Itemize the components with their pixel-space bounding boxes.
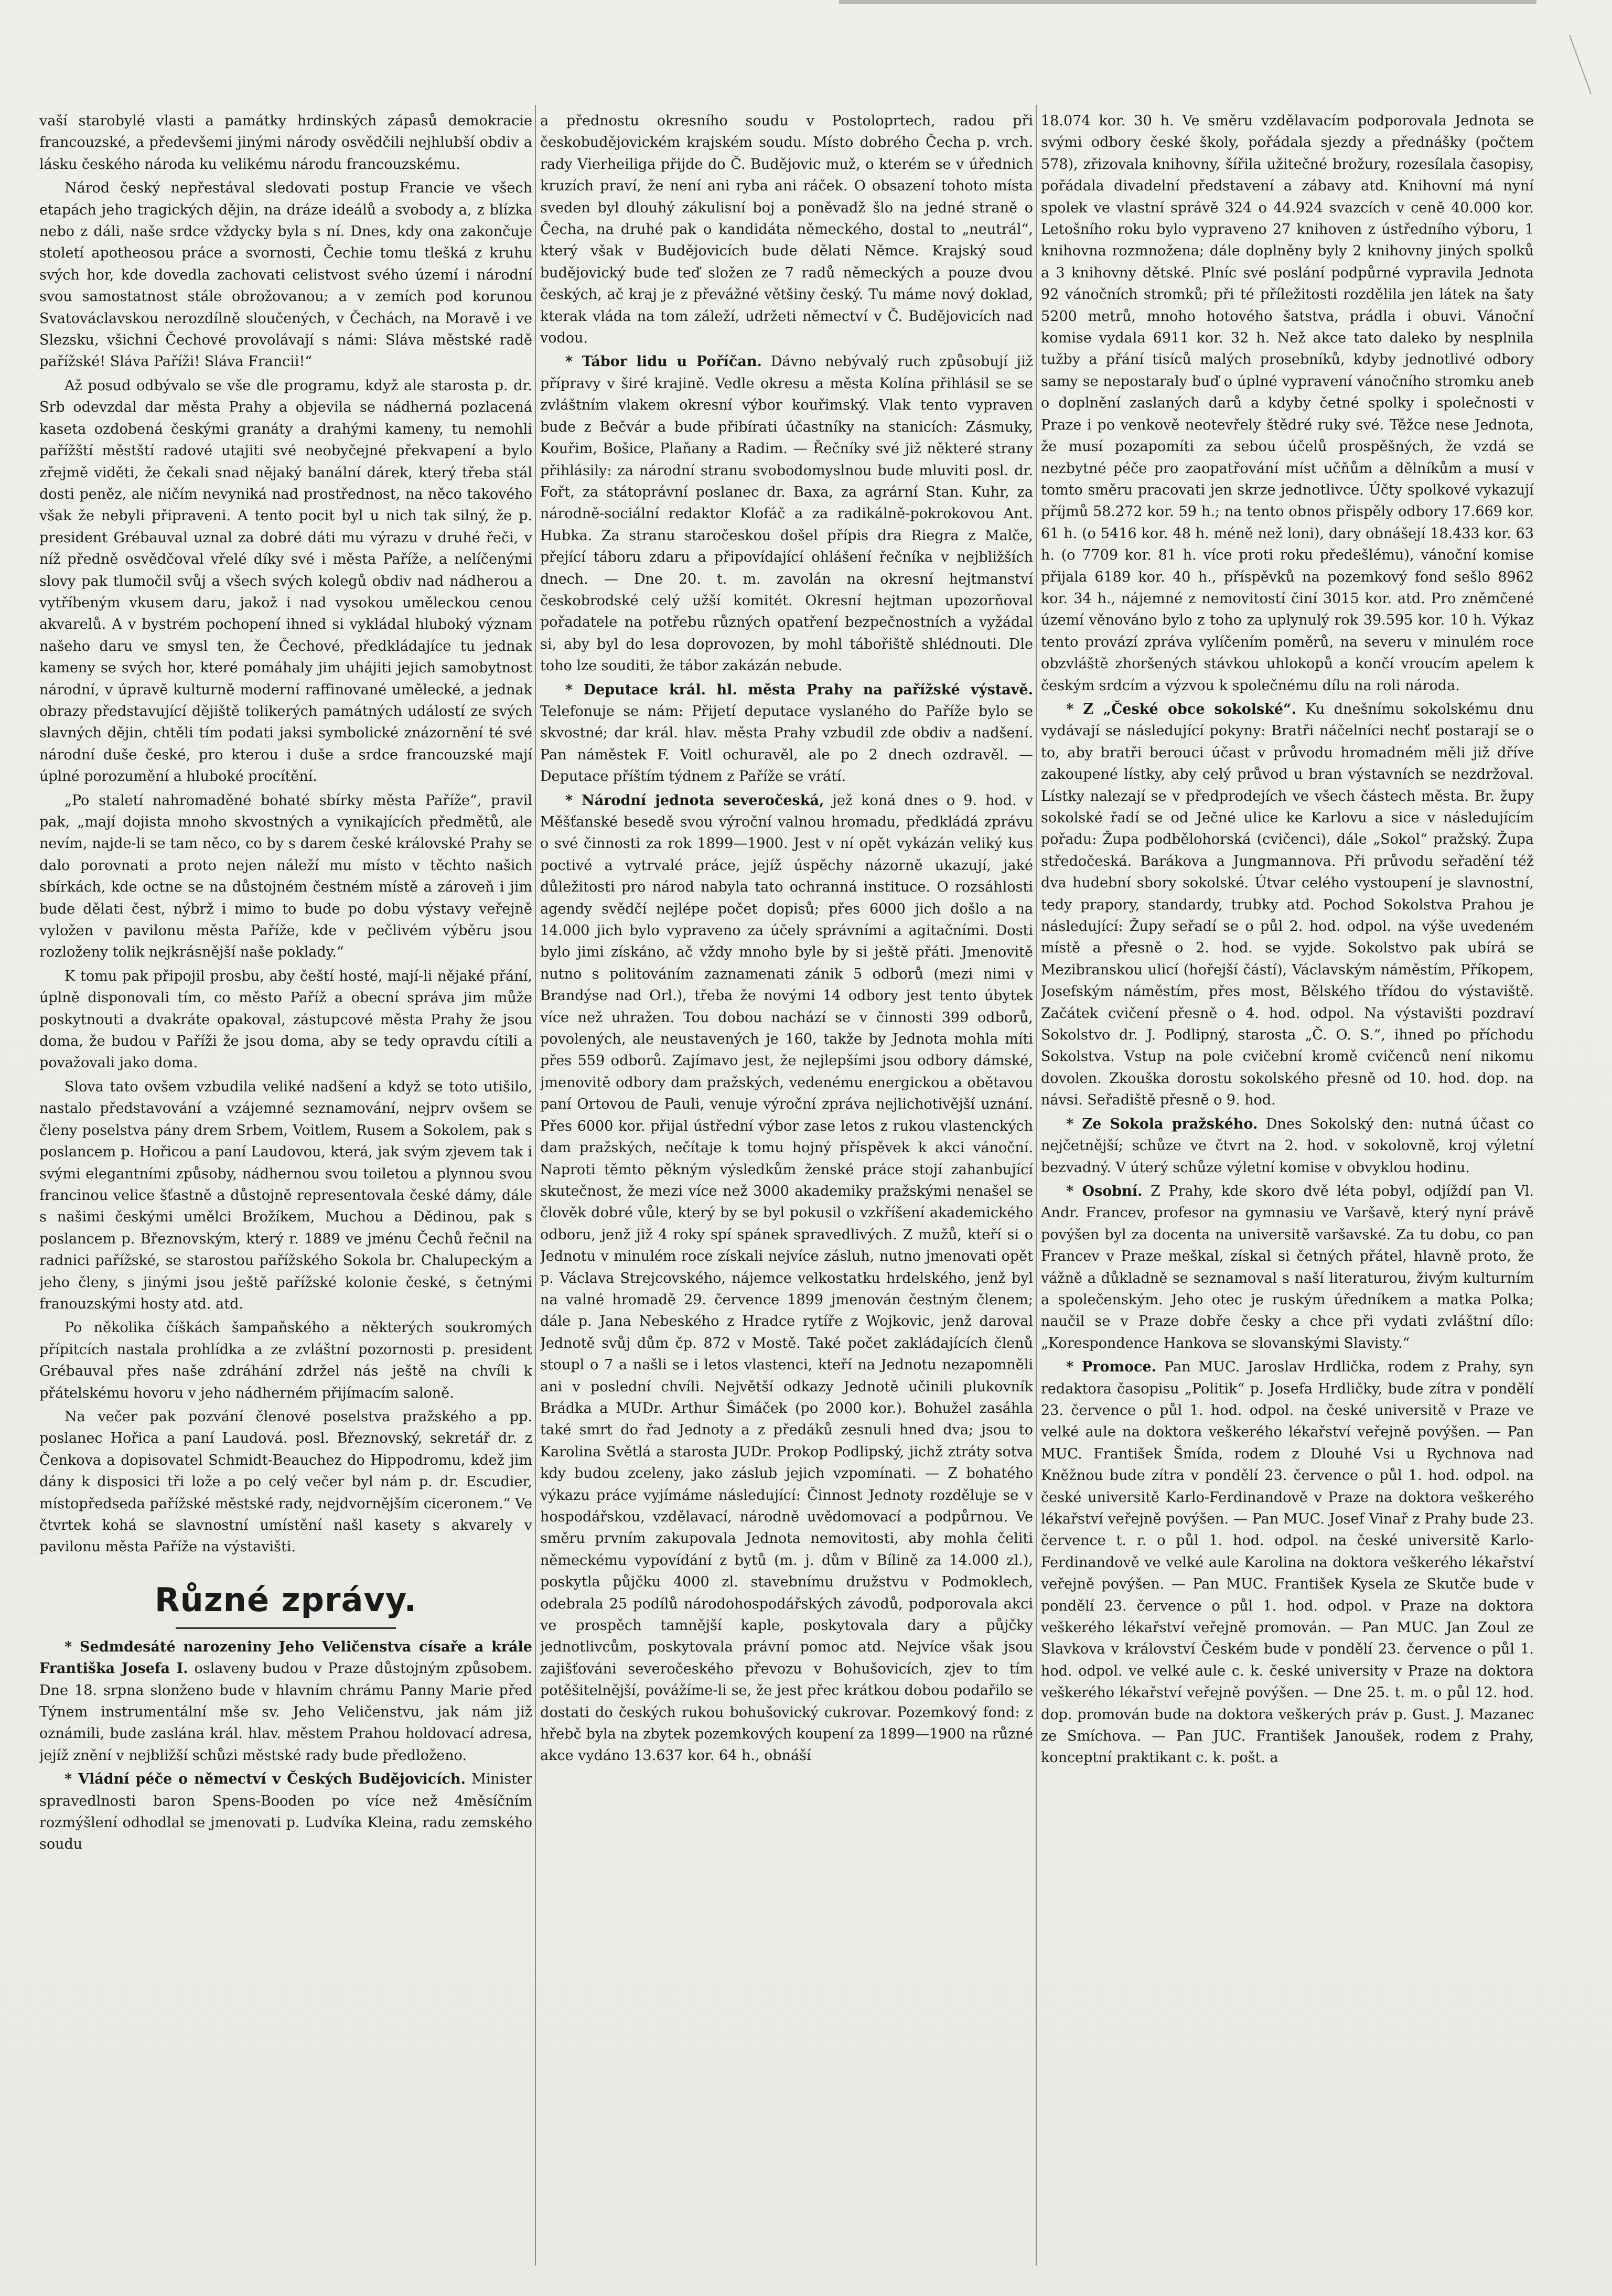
news-item-text: Pan MUC. Jaroslav Hrdlička, rodem z Prahy, syn redaktora časopisu „Politik“ p. Josefa Hrdličky, bude zítra v pondělí 23. července o půl 1. hod. odpol. na české universitě v Praze ve velké aule na doktora veškerého lékařství veřejně povýšen. — Pan MUC. František Šmída, rodem z Dlouhé Vsi u Rychnova nad Kněžnou bude zítra v pondělí 23. července o půl 1. hod. odpol. na české universitě Karlo-Ferdinandově v Praze na doktora veškerého lékařství veřejně povýšen. — Pan MUC. Josef Vinař z Prahy bude 23. července t. r. o půl 1. hod. odpol. na české universitě Karlo-Ferdinandově ve velké aule Karolina na doktora veškerého lékařství veřejně povýšen. — Pan MUC. František Kysela ze Skutče bude v pondělí 23. července o půl 1. hod. odpol. v Praze na doktora veškerého lékařství veřejně promován. — Pan MUC. Jan Zoul ze Slavkova v království Českém bude v pondělí 23. července o půl 1. hod. odpol. ve velké aule c. k. české university v Praze na doktora veškerého lékařství veřejně povýšen. — Dne 25. t. m. o půl 12. hod. dop. promován bude na doktora veškerých práv p. Gust. J. Mazanec ze Smíchova. — Pan JUC. František Janoušek, rodem z Prahy, konceptní praktikant c. k. pošt. a xyxy=(1041,1359,1534,1766)
paragraph: vaší starobylé vlasti a památky hrdinských zápasů demokracie francouzské, a předevšemi jinými národy osvědčili nejhlubší obdiv a lásku českého národa ku velikému národu francouzskému. xyxy=(39,113,532,173)
news-item-title: * Promoce. xyxy=(1066,1359,1157,1376)
news-item-title: * Deputace král. hl. města Prahy na pařížské výstavě. xyxy=(565,681,1033,698)
news-item-text: Z Prahy, kde skoro dvě léta pobyl, odjíždí pan Vl. Andr. Francev, profesor na gymnasiu ve Varšavě, který nyní právě povýšen byl za docenta na universitě varšavské. Za tu dobu, co pan Francev v Praze meškal, získal si četných přátel, hlavně proto, že vážně a důkladně se seznamoval s naší literaturou, živým kulturním a společenským. Jeho otec je ruským úředníkem a matka Polka; naučil se v Praze dobře česky a chce při vydati zvláštní dílo: „Korespondence Hankova se slovanskými Slavisty.“ xyxy=(1041,1183,1534,1351)
news-item xyxy=(540,679,1033,788)
news-item-text: Ku dnešnímu sokolskému dnu vydávají se následující pokyny: Bratři náčelníci nechť postarají se o to, aby bratři berouci účast v průvodu hromadném měli již dříve zakoupené lístky, aby celý průvod u bran výstavních se nezdržoval. Lístky nalezají se v předprodejích ve všech částech města. Br. župy sokolské řadí se od Ječné ulice ke Karlovu a sice v následujícím pořadu: Župa podbělohorská (cvičenci), dále „Sokol“ pražský. Župa středočeská. Barákova a Jungmannova. Při průvodu seřadění též dva hudební sbory sokolské. Útvar celého vystoupení je slavnostní, tedy prapory, standardy, trubky atd. Pochod Sokolstva Prahou je následující: Župy seřadí se o půl 2. hod. odpol. na výše uvedeném místě a přesně o 2. hod. se vyjde. Sokolstvo pak ubírá se Mezibranskou ulicí (hořejší částí), Václavským náměstím, Příkopem, Josefským náměstím, přes most, Bělského třídou do výstaviště. Začátek cvičení přesně o 4. hod. odpol. Na výstavišti pozdraví Sokolstvo dr. J. Podlipný, starosta „Č. O. S.“, ihned po příchodu Sokolstva. Vstup na pole cvičební kromě cvičenců není nikomu dovolen. Zkouška dorostu sokolského přesně od 10. hod. dop. na návsi. Seřadiště přesně o 9. hod. xyxy=(1041,701,1534,1109)
paragraph: Slova tato ovšem vzbudila veliké nadšení a když se toto utišilo, nastalo představování a vzájemné seznamování, nejprv ovšem se členy poselstva pány drem Srbem, Voitlem, Rusem a Sokolem, pak s poslancem p. Hořicou a paní Laudovou, která, jak svým zjevem tak i svými elegantními způsoby, nádhernou svou toiletou a plynnou svou francinou velice šťastně a důstojně representovala české dámy, dále s našimi českými umělci Brožíkem, Muchou a Dědinou, pak s poslancem p. Březnovským, který r. 1889 ve jménu Čechů řečnil na radnici pařížské, se starostou pařížského Sokola br. Chalupeckým a jeho členy, s jinými jsou ještě pařížské kolonie české, s četnými franouzskými hosty atd. atd. xyxy=(39,1078,532,1312)
news-item xyxy=(39,1768,532,1855)
section-heading: Různé zprávy. xyxy=(154,1580,417,1619)
news-item-title: * Tábor lidu u Poříčan. xyxy=(565,353,762,370)
news-item-title: * Z „České obce sokolské“. xyxy=(1066,701,1296,717)
news-item-text: Minister spravedlnosti baron Spens-Booden po více než 4měsíčním rozmýšlení odhodlal se jmenovati p. Ludvíka Kleina, radu zemského soudu xyxy=(39,1771,532,1853)
paragraph: K tomu pak připojil prosbu, aby čeští hosté, mají-li nějaké přání, úplně disponovali tím, co město Paříž a obecní správa jim může poskytnouti a dvakráte opakoval, zástupcové města Prahy že jsou doma, že budou v Paříži že jsou doma, aby se tedy opravdu cítili a považovali jako doma. xyxy=(39,968,532,1071)
column-divider xyxy=(1036,105,1037,2266)
column-divider xyxy=(535,105,536,2266)
top-rule xyxy=(839,0,1536,4)
news-item-text: jež koná dnes o 9. hod. v Měšťanské besedě svou výroční valnou hromadu, předkládá zprávu o své činnosti za rok 1899—1900. Jest v ní opět vykázán veliký kus poctivé a vytrvalé práce, jejíž úspěchy názorně ukazují, jaké důležitosti pro národ nabyla tato ochranná instituce. O rozsáhlosti agendy svědčí nejlépe počet dopisů; přes 6000 jich došlo a na 14.000 jich bylo vypraveno za účely správními a agitačními. Dosti bylo jimi získáno, ač vždy mnoho byle by si ještě přáti. Jmenovitě nutno s politováním zaznamenati zánik 5 odborů (mezi nimi v Brandýse nad Orl.), třeba že novými 14 odbory jest tento úbytek více než uhražen. Tou dobou nachází se v činnosti 399 odborů, povolených, ale neustavených je 160, takže by Jednota mohla míti přes 559 odborů. Zajímavo jest, že nejlepšími jsou odbory dámské, jmenovitě odbory dam pražských, vedenému energickou a obětavou paní Ortovou de Pauli, venuje výroční zpráva nejlichotivější uznání. Přes 6000 kor. přijal ústřední výbor zase letos z rukou vlastenckých dam pražských, nečítaje k tomu hojný příspěvek k akci vánoční. Naproti těmto pěkným výsledkům ženské práce stojí zahanbující skutečnost, že mezi více než 3000 akademiky pražskými nenašel se člověk dobré vůle, který by se byl pokusil o vzkříšení akademického odboru, jenž již 4 roky spí spánek spravedlivých. Z mužů, kteří si o Jednotu v minulém roce získali nejvíce zásluh, nutno jmenovati opět p. Václava Strejcovského, nájemce velkostatku hrdelského, jenž byl na valné hromadě 29. července 1899 jmenován čestným členem; dále p. Jana Nebeského z Hradce rytíře z Wojkovic, jenž daroval Jednotě svůj dům čp. 872 v Mostě. Také počet zakládajících členů stoupl o 7 a našli se i letos vlastenci, kteří na Jednotu nezapomněli ani v poslední chvíli. Největší odkazy Jednotě učinili plukovník Brádka a MUDr. Arthur Šimáček (po 2000 kor.). Bohužel zasáhla také smrt do řad Jednoty a z předáků zesnuli hned dva; jsou to Karolina Světlá a starosta JUDr. Prokop Podlipský, jichž ztráty sotva kdy budou zceleny, jako záslub jejich vzpomínati. — Z bohatého výkazu práce vyjímáme následující: Činnost Jednoty rozděluje se v hospodářskou, vzdělavací, národně uvědomovací a podpůrnou. Ve směru prvním zakupovala Jednota nemovitosti, aby mohla čeliti německému vypovídání z bytů (m. j. dům v Bílině za 14.000 zl.), poskytla půjčku 4000 zl. stavebnímu družstvu v Podmoklech, odebrala 25 podílů národohospodářských závodů, podporovala akci ve prospěch tamnější kaple, poskytovala dary a půjčky jednotlivcům, poskytovala právní pomoc atd. Nejvíce však jsou zajišťováni severočeského převozu v Bohušovicích, zjev to tím potěšitelnější, povážíme-li se, že jest přec krátkou dobou podařilo se dostati do českých rukou bohušovický cukrovar. Pozemkový fond: z hřebč byla na zbytek pozemkových koupení za 1899—1900 na různé akce vydáno 13.637 kor. 64 h., obnáší xyxy=(540,792,1033,1764)
paragraph: Národ český nepřestával sledovati postup Francie ve všech etapách jeho tragických dějin, na dráze ideálů a svobody a, z blízka nebo z dáli, naše srdce vždycky byla s ní. Dnes, kdy ona zakončuje století apotheosou práce a svornosti, Čechie tomu tlešká z kruhu svých hor, kde dovedla zachovati celistvost svého území i národní svou samostatnost stále obrožovanou; a v zemích pod korunou Svatováclavskou nerozdílně sloučených, v Čechách, na Moravě i ve Slezsku, všichni Čechové provolávají s námi: Sláva městské radě pařížské! Sláva Paříži! Sláva Francii!“ xyxy=(39,180,532,370)
news-item-title: * Ze Sokola pražského. xyxy=(1066,1115,1258,1132)
news-item-title: * Osobní. xyxy=(1066,1183,1143,1199)
news-item-text: oslaveny budou v Praze důstojným způsobem. Dne 18. srpna slonženo bude v hlavním chrámu Panny Marie před Týnem instrumentální mše sv. Jeho Veličenstvu, jak nám již oznámili, bude zaslána král. hlav. městem Prahou holdovací adresa, jejíž znění v nejbližší schůzi městské rady bude předloženo. xyxy=(39,1660,532,1764)
paragraph: Na večer pak pozvání členové poselstva pražského a pp. poslanec Hořica a paní Laudová. posl. Březnovský, sekretář dr. z Čenkova a dopisovatel Schmidt-Beauchez do Hippodromu, kdež jim dány k disposici tři lože a po celý večer byl nám p. dr. Escudier, místopředseda pařížské městské rady, nejdvornějším ciceronem.“ Ve čtvrtek kohá se slavnostní umístění našl kasety s akvarely v pavilonu města Paříže na výstavišti. xyxy=(39,1408,532,1555)
news-item-title: * Vládní péče o němectví v Českých Budějovicích. xyxy=(65,1771,466,1788)
news-item-text: Dávno nebývalý ruch způsobují již přípravy v širé krajině. Vedle okresu a města Kolína přihlásil se se zvláštním vlakem okresní výbor kouřimský. Vlak tento vypraven bude z Bečvár a bude přibírati účastníky na stanicích: Zásmuky, Kouřim, Bošice, Plaňany a Radim. — Řečníky své již některé strany přihlásily: za národní stranu svobodomyslnou bude mluviti posl. dr. Fořt, za státoprávní poslanec dr. Baxa, za agrární Stan. Kuhr, za národně-sociální redaktor Klofáč a za radikálně-pokrokovou Ant. Hubka. Za stranu staročeskou došel přípis dra Riegra z Malče, přející táboru zdaru a připovídající ohlášení řečníka v nejbližších dnech. — Dne 20. t. m. zavolán na okresní hejtmanství českobrodské celý užší komitét. Okresní hejtman upozorňoval pořadatele na potřebu různých opatření bezpečnostních a vyžádal si, aby byl do lesa doprovozen, by mohl tábořiště shlédnouti. Dle toho lze souditi, že tábor zakázán nebude. xyxy=(540,353,1033,674)
news-item xyxy=(1041,1181,1534,1354)
news-item xyxy=(540,790,1033,1767)
paragraph: Po několika číškách šampaňského a některých soukromých přípitcích nastala prohlídka a ze zvláštní pozornosti p. president Grébauval přes naše zdráhání zdržel nás ještě na chvíli k přátelskému hovoru v jeho nádherném přijímacím saloně. xyxy=(39,1319,532,1401)
paragraph: Až posud odbývalo se vše dle programu, když ale starosta p. dr. Srb odevzdal dar města Prahy a objevila se nádherná pozlacená kaseta ozdobená českými granáty a drahými kameny, tu nemohli pařížští městští radové utajiti své neobyčejné překvapení a bylo zřejmě viděti, že čekali snad nějaký banální dárek, který třeba stál dosti peněz, ale ničím nevyniká nad prostřednost, na něco takového však že nebyli připraveni. A tento pocit byl u nich tak silný, že p. president Grébauval uznal za dobré dáti mu výrazu v druhé řeči, v níž předně osvědčoval vřelé díky své i města Paříže, a nelíčenými slovy pak tlumočil svůj a všech svých kolegů obdiv nad nádherou a vytříbeným vkusem daru, jakož i nad vysokou uměleckou cenou akvarelů. A v bystrém pochopení ihned si vykládal hluboký význam našeho daru ve smysl ten, že Čechové, předkládajíce tu jednak kameny se svých hor, které pomáhaly jim uhájiti jejich samobytnost národní, v úpravě kulturně moderní raffinované umělecké, a jednak obrazy představující dějiště tolikerých památných událostí ze svých slavných dějin, chtěli tím podati jaksi symbolické znázornění té své národní duše české, pro kterou i duše a srdce francouzské mají úplné porozumění a hluboké procítění. xyxy=(39,377,532,785)
news-item-title: * Národní jednota severočeská, xyxy=(565,792,824,809)
news-item-text: Telefonuje se nám: Přijetí deputace vyslaného do Paříže bylo se skvostné; dar král. hlav. města Prahy vzbudil zde obdiv a nadšení. Pan náměstek F. Voitl ochuravěl, ale po 2 dnech ozdravěl. — Deputace příštím týdnem z Paříže se vrátí. xyxy=(540,703,1033,785)
paragraph: a přednostu okresního soudu v Postoloprtech, radou při českobudějovickém krajském soudu. Místo dobrého Čecha p. vrch. rady Vierheiliga přijde do Č. Budějovic muž, o kterém se v úřednich kruzích praví, že není ani ryba ani ráček. O obsazení tohoto místa sveden byl dlouhý zákulisní boj a poněvadž šlo na jedné straně o Čecha, na druhé pak o kandidáta německého, dostal to „neutrál“, který však v Budějovicích bude dělati Němce. Krajský soud budějovický bude teď složen ze 7 radů německých a pouze dvou českých, ač kraj je z převážné většiny český. Tu máme nový doklad, kterak vláda na tom záleží, udržeti němectví v Č. Budějovicích nad vodou. xyxy=(540,113,1033,347)
news-item-title: * Sedmdesáté narozeniny Jeho Veličenstva císaře a krále Františka Josefa I. xyxy=(39,1638,532,1677)
paragraph: 18.074 kor. 30 h. Ve směru vzdělavacím podporovala Jednota se svými odbory české školy, pořádala sjezdy a přednášky (počtem 578), zřizovala knihovny, šířila užitečné brožury, rozesílala časopisy, pořádala divadelní představení a zábavy atd. Knihovní má nyní spolek ve vlastní správě 324 o 44.924 svazcích v ceně 40.000 kor. Letošního roku bylo vypraveno 27 knihoven z ústředního výboru, 1 knihovna rozmnožena; dále doplněny byly 2 knihovny jiných spolků a 3 knihovny dětské. Plníc své poslání podpůrné vypravila Jednota 92 vánočních stromků; při té příležitosti rozdělila jen látek na šaty 5200 metrů, mnoho hotového šatstva, prádla i obuvi. Vánoční komise vydala 6911 kor. 32 h. Než akce tato daleko by nesplnila tužby a přání tisíců malých prosebníků, kdyby jednotlivé odbory samy se nepostaraly buď o úplné vypravení vánočního stromku aneb o doplnění zaslaných darů a kdyby četné spolky i společnosti v Praze i po venkově neotevřely štědré ruky své. Těžce nese Jednota, že musí pozapomíti za sebou účelů prospěšných, že vzdá se nezbytné péče pro zaopatřování míst učňům a dělníkům a musí v tomto směru pracovati jen skrze jednotlivce. Účty spolkové vykazují příjmů 58.272 kor. 59 h.; na tento obnos přispěly odbory 17.669 kor. 61 h. (o 5416 kor. 48 h. méně než loni), dary obnášejí 18.433 kor. 63 h. (o 7709 kor. 81 h. více proti roku předešlému), vánoční komise přijala 6189 kor. 40 h., příspěvků na pozemkový fond sešlo 8962 kor. 34 h., nájemné z nemovitostí činí 3015 kor. atd. Pro zněmčené území věnováno bylo z toho za uplynulý rok 39.595 kor. 10 h. Výkaz tento provází zpráva vylíčením poměrů, na severu v minulém roce obzvláště zhoršených stávkou uhlokopů a končí vroucím apelem k českým srdcím a výzvou k společnému dílu na roli národa. xyxy=(1041,113,1534,694)
news-item xyxy=(540,351,1033,677)
column-left xyxy=(39,110,532,2287)
paragraph: „Po staletí nahromaděné bohaté sbírky města Paříže“, pravil pak, „mají dojista mnoho skvostných a vynikajících předmětů, ale nevím, najde-li se tam něco, co by s darem české královské Prahy se dalo porovnati a proto nejen náleží mu místo v těchto našich sbírkách, kde octne se na důstojném čestném místě a zároveň i jim bude dělati čest, nýbrž i mimo to bude po dobu výstavy veřejně vyložen v pavilonu města Paříže, kde v pečlivém výběru jsou rozloženy tolik nejkrásnější naše poklady.“ xyxy=(39,792,532,961)
column-right xyxy=(1041,110,1534,2287)
scan-mark xyxy=(1569,31,1602,94)
news-item xyxy=(1041,699,1534,1111)
news-item xyxy=(39,1636,532,1766)
heading-rule xyxy=(176,1627,396,1629)
news-item xyxy=(1041,1113,1534,1178)
news-item xyxy=(1041,1356,1534,1769)
column-middle xyxy=(540,110,1033,2287)
news-item-text: Dnes Sokolský den: nutná účast co nejčetnější; schůze ve čtvrt na 2. hod. v sokolovně, kroj výletní bezvadný. V úterý schůze výletní komise v obvyklou hodinu. xyxy=(1041,1115,1534,1176)
